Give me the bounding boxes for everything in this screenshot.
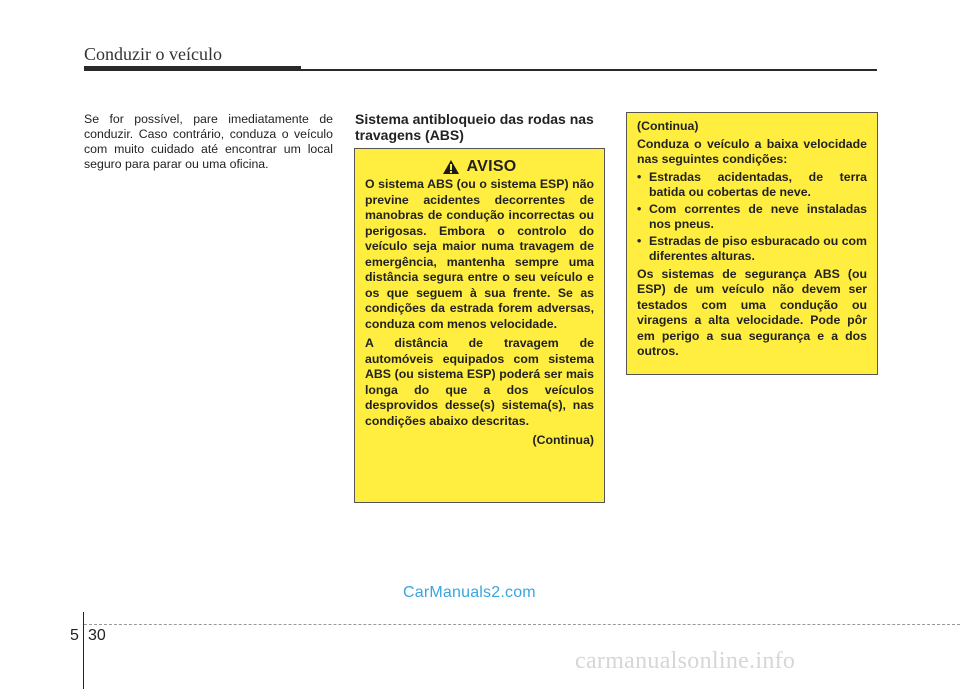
- continued-closing: Os sistemas de segurança ABS (ou ESP) de um veículo não devem ser testados com uma condução ou viragens a alta velocidade. Pode pôr em perigo a sua segurança e a dos outros.: [637, 266, 867, 358]
- header-rule-thin: [301, 69, 877, 71]
- warning-paragraph-2: A distância de travagem de automóveis equipados com sistema ABS (ou sistema ESP) poderá ser mais longa do que a dos veículos desprovidos desse(s) sistema(s), nas condições abaixo descritas.: [365, 336, 594, 428]
- watermark-link[interactable]: CarManuals2.com: [403, 584, 536, 601]
- section-number: 5: [70, 627, 79, 644]
- warning-triangle-icon: [442, 159, 460, 175]
- section-title: Sistema antibloqueio das rodas nas travagens (ABS): [355, 111, 594, 143]
- continued-label: (Continua): [637, 119, 699, 133]
- condition-item: • Estradas de piso esburacado ou com diferentes alturas.: [637, 234, 867, 265]
- header-rule-thick: [84, 66, 301, 71]
- intro-paragraph: Se for possível, pare imediatamente de conduzir. Caso contrário, conduza o veículo com muito cuidado até encontrar um local seguro para parar ou uma oficina.: [84, 112, 333, 171]
- page-number: 30: [88, 627, 106, 644]
- footer-site-watermark: carmanualsonline.info: [575, 648, 796, 674]
- footer-dashed-rule: [84, 624, 960, 625]
- warning-heading: AVISO: [466, 158, 517, 176]
- continued-warning-box: [626, 112, 878, 375]
- warning-box: [354, 148, 605, 503]
- condition-item: • Com correntes de neve instaladas nos pneus.: [637, 202, 867, 233]
- condition-item: • Estradas acidentadas, de terra batida ou cobertas de neve.: [637, 170, 867, 201]
- warning-continued-label: (Continua): [532, 433, 594, 447]
- warning-header: [365, 159, 594, 175]
- page-header-title: Conduzir o veículo: [84, 44, 222, 64]
- condition-list: [637, 170, 867, 265]
- warning-paragraph-1: O sistema ABS (ou o sistema ESP) não previne acidentes decorrentes de manobras de condução incorrectas ou perigosas. Embora o controlo do veículo seja maior numa travagem de emergência, mantenha sempre uma distância segura entre o seu veículo e os que seguem à sua frente. Se as condições da estrada forem adversas, conduza com menos velocidade.: [365, 177, 594, 331]
- continued-lead: Conduza o veículo a baixa velocidade nas seguintes condições:: [637, 136, 867, 166]
